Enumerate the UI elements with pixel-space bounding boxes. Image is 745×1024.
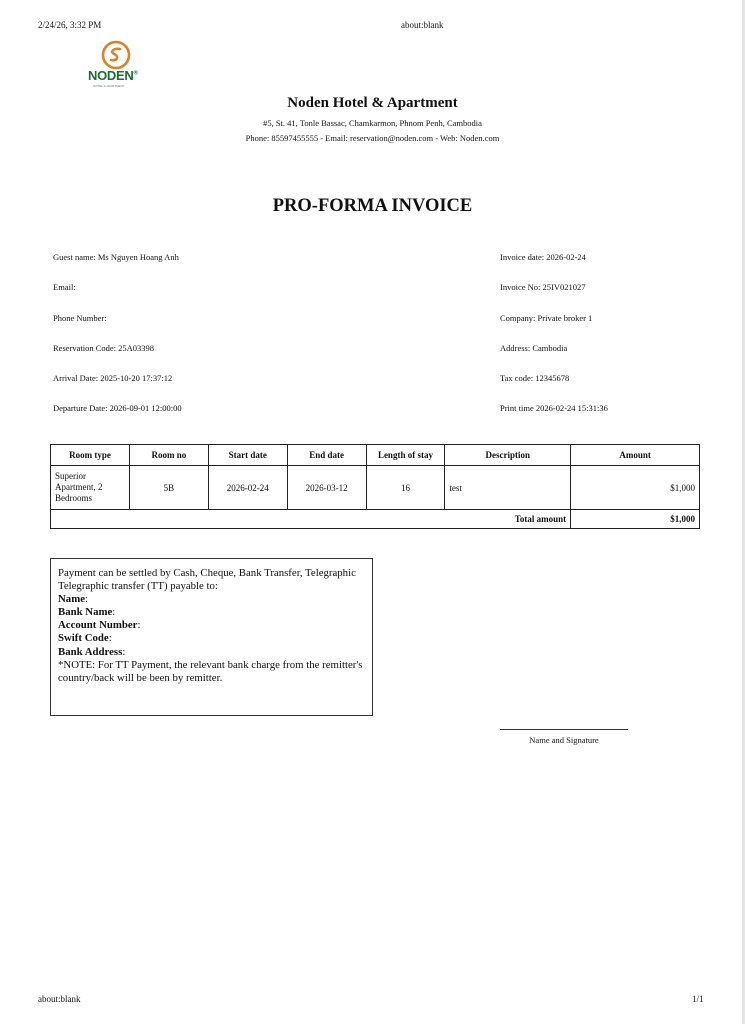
tax-code: Tax code: 12345678 [500,373,570,383]
signature-line [500,729,628,730]
invoice-title: PRO-FORMA INVOICE [272,196,473,216]
page-number: 1/1 [692,994,704,1004]
signature-label: Name and Signature [529,735,599,745]
cell-description: test [445,466,571,510]
hotel-contact: Phone: 85597455555 - Email: reservation@noden.com - Web: Noden.com [245,133,500,143]
header-room-no: Room no [129,445,208,466]
hotel-name: Noden Hotel & Apartment [287,95,458,111]
print-url: about:blank [401,20,444,30]
header-amount: Amount [571,445,700,466]
total-amount-label: Total amount [51,510,571,529]
total-amount-value: $1,000 [571,510,700,529]
logo-subtext: HOTEL & APARTMENT [93,84,125,88]
payment-methods: Payment can be settled by Cash, Cheque, Bank Transfer, Telegraphic [58,567,356,579]
header-room-type: Room type [51,445,130,466]
guest-name: Guest name: Ms Nguyen Hoang Anh [53,252,179,262]
bank-address-field: Bank Address: [58,645,126,658]
footer-url: about:blank [38,994,81,1004]
print-time: Print time 2026-02-24 15:31:36 [500,403,608,413]
company: Company: Private broker 1 [500,313,593,323]
payee-name-field: Name: [58,593,88,606]
invoice-number: Invoice No: 25IV021027 [500,282,586,292]
noden-logo [88,40,148,90]
total-row [51,510,700,529]
hotel-address: #5, St. 41, Tonle Bassac, Chamkarmon, Phnom Penh, Cambodia [263,118,482,128]
header-length-of-stay: Length of stay [366,445,445,466]
arrival-date: Arrival Date: 2025-10-20 17:37:12 [53,373,173,383]
payment-tt-intro: Telegraphic transfer (TT) payable to: [58,580,218,593]
cell-end-date: 2026-03-12 [287,466,366,510]
invoice-date: Invoice date: 2026-02-24 [500,252,586,262]
cell-start-date: 2026-02-24 [208,466,287,510]
cell-amount: $1,000 [571,466,700,510]
guest-phone: Phone Number: [53,313,107,323]
bank-name-field: Bank Name: [58,606,116,619]
cell-room-no: 5B [129,466,208,510]
swift-code-field: Swift Code: [58,632,112,645]
cell-length-of-stay: 16 [366,466,445,510]
departure-date: Departure Date: 2026-09-01 12:00:00 [53,403,182,413]
header-end-date: End date [287,445,366,466]
cell-room-type: Superior Apartment, 2 Bedrooms [51,466,130,510]
table-header-row [51,445,700,466]
invoice-items-table [50,444,700,529]
payment-instructions [50,558,373,716]
logo-wordmark: NODEN® [88,68,138,83]
header-description: Description [445,445,571,466]
guest-email: Email: [53,282,76,292]
header-start-date: Start date [208,445,287,466]
reservation-code: Reservation Code: 25A03398 [53,343,155,353]
table-row [51,466,700,510]
company-address: Address: Cambodia [500,343,568,353]
noden-logo-mark-icon [101,40,131,70]
account-number-field: Account Number: [58,619,141,632]
payment-note: *NOTE: For TT Payment, the relevant bank charge from the remitter's country/back will be been by remitter. [58,658,363,684]
print-datetime: 2/24/26, 3:32 PM [38,20,102,30]
